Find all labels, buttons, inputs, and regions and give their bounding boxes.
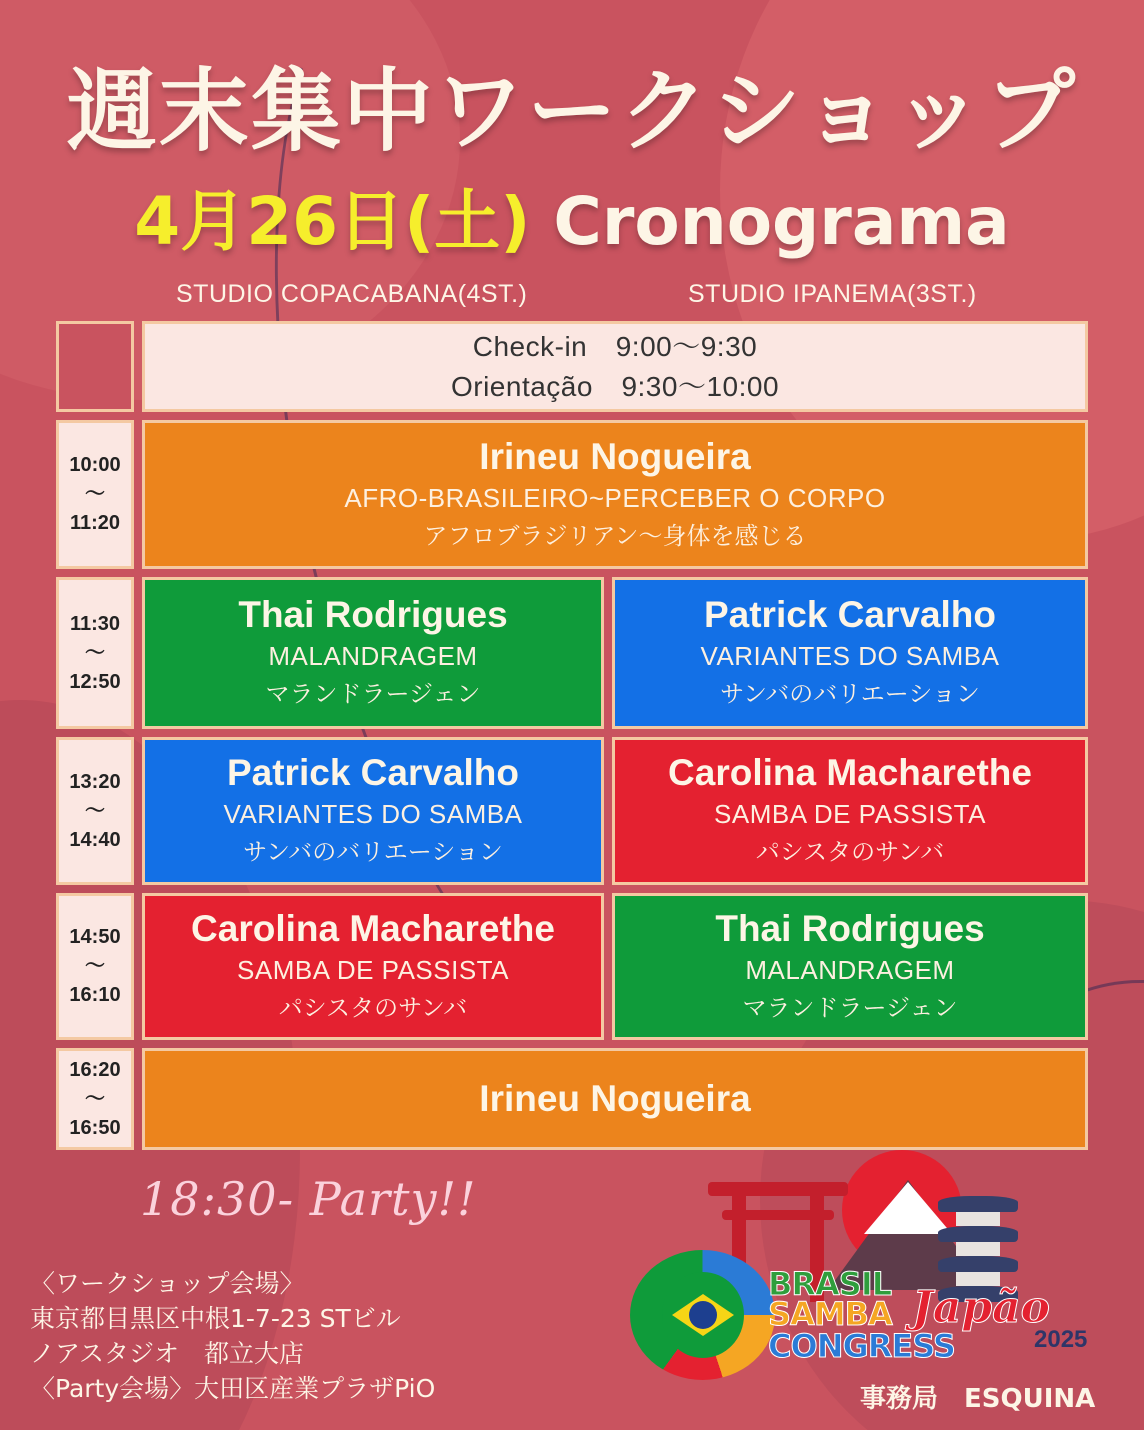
time-cell	[56, 893, 134, 1040]
class-title: MALANDRAGEM	[745, 954, 955, 985]
event-date: 4月26日(土)	[134, 183, 531, 260]
logo-year: 2025	[1034, 1326, 1088, 1353]
time-start: 10:00	[69, 454, 121, 476]
organizer-office: 事務局 ESQUINA	[860, 1384, 1096, 1414]
page-subtitle	[0, 168, 1144, 263]
time-cell	[56, 737, 134, 885]
time-separator: 〜	[85, 1087, 105, 1110]
party-time: 18:30- Party!!	[140, 1172, 477, 1226]
studio-header-ipanema: STUDIO IPANEMA(3ST.)	[688, 280, 977, 308]
class-title-jp: サンバのバリエーション	[720, 680, 980, 708]
time-end: 14:40	[69, 828, 121, 851]
time-separator: 〜	[85, 483, 105, 505]
class-cell	[142, 893, 604, 1040]
class-title-jp: マランドラージェン	[742, 993, 958, 1022]
address-line: 東京都目黒区中根1-7-23 STビル	[30, 1304, 401, 1333]
logo-text-japao: Japão	[912, 1282, 1050, 1333]
class-cell	[612, 577, 1088, 729]
instructor-name: Patrick Carvalho	[226, 752, 520, 793]
checkin-cell	[142, 321, 1088, 412]
brazil-emblem-icon	[630, 1250, 775, 1380]
class-cell	[612, 893, 1088, 1040]
class-cell	[142, 420, 1088, 569]
class-title-jp: アフロブラジリアン〜身体を感じる	[423, 521, 807, 550]
instructor-name: Carolina Macharethe	[191, 907, 555, 949]
class-title-jp: サンバのバリエーション	[243, 838, 503, 866]
studio-header-copacabana: STUDIO COPACABANA(4ST.)	[176, 280, 528, 308]
class-cell	[142, 1048, 1088, 1150]
class-title: SAMBA DE PASSISTA	[714, 799, 986, 829]
logo-text-congress: CONGRESS	[768, 1327, 955, 1365]
logo-text-brasil: BRASIL	[768, 1265, 892, 1303]
time-cell	[56, 420, 134, 569]
time-separator: 〜	[85, 955, 105, 977]
checkin-line: Check-in 9:00〜9:30	[472, 330, 758, 362]
time-start: 11:30	[69, 612, 121, 635]
class-title: VARIANTES DO SAMBA	[223, 799, 523, 829]
instructor-name: Irineu Nogueira	[479, 435, 751, 477]
address-line: 〈Party会場〉大田区産業プラザPiO	[30, 1374, 436, 1403]
instructor-name: Thai Rodrigues	[715, 907, 985, 949]
subtitle-label: Cronograma	[553, 183, 1010, 260]
logo-text-samba: SAMBA	[768, 1295, 892, 1333]
class-title: MALANDRAGEM	[268, 641, 478, 671]
class-title-jp: パシスタのサンバ	[278, 993, 468, 1022]
time-cell	[56, 1048, 134, 1150]
time-cell-empty	[56, 321, 134, 412]
time-separator: 〜	[85, 641, 105, 664]
orientation-line: Orientação 9:30〜10:00	[450, 370, 780, 402]
instructor-name: Patrick Carvalho	[703, 594, 997, 635]
address-line: ノアスタジオ 都立大店	[30, 1339, 305, 1368]
address-line: 〈ワークショップ会場〉	[30, 1269, 305, 1298]
instructor-name: Thai Rodrigues	[238, 594, 508, 635]
time-end: 12:50	[69, 670, 121, 693]
time-start: 14:50	[69, 926, 121, 948]
class-cell	[612, 737, 1088, 885]
time-end: 16:10	[69, 984, 121, 1006]
time-start: 13:20	[69, 770, 121, 793]
class-title-jp: パシスタのサンバ	[755, 838, 945, 866]
time-start: 16:20	[69, 1058, 121, 1081]
class-title: AFRO-BRASILEIRO~PERCEBER O CORPO	[344, 482, 886, 513]
time-end: 16:50	[69, 1116, 121, 1139]
class-title: SAMBA DE PASSISTA	[237, 954, 509, 985]
venue-address	[30, 1266, 435, 1406]
class-title-jp: マランドラージェン	[265, 680, 481, 708]
time-separator: 〜	[85, 799, 105, 822]
instructor-name: Irineu Nogueira	[479, 1078, 751, 1119]
class-title: VARIANTES DO SAMBA	[700, 641, 1000, 671]
class-cell	[142, 577, 604, 729]
instructor-name: Carolina Macharethe	[668, 752, 1032, 793]
time-cell	[56, 577, 134, 729]
congress-logo	[620, 1150, 1140, 1430]
class-cell	[142, 737, 604, 885]
time-end: 11:20	[69, 512, 121, 534]
page-title: 週末集中ワークショップ	[66, 59, 1078, 164]
